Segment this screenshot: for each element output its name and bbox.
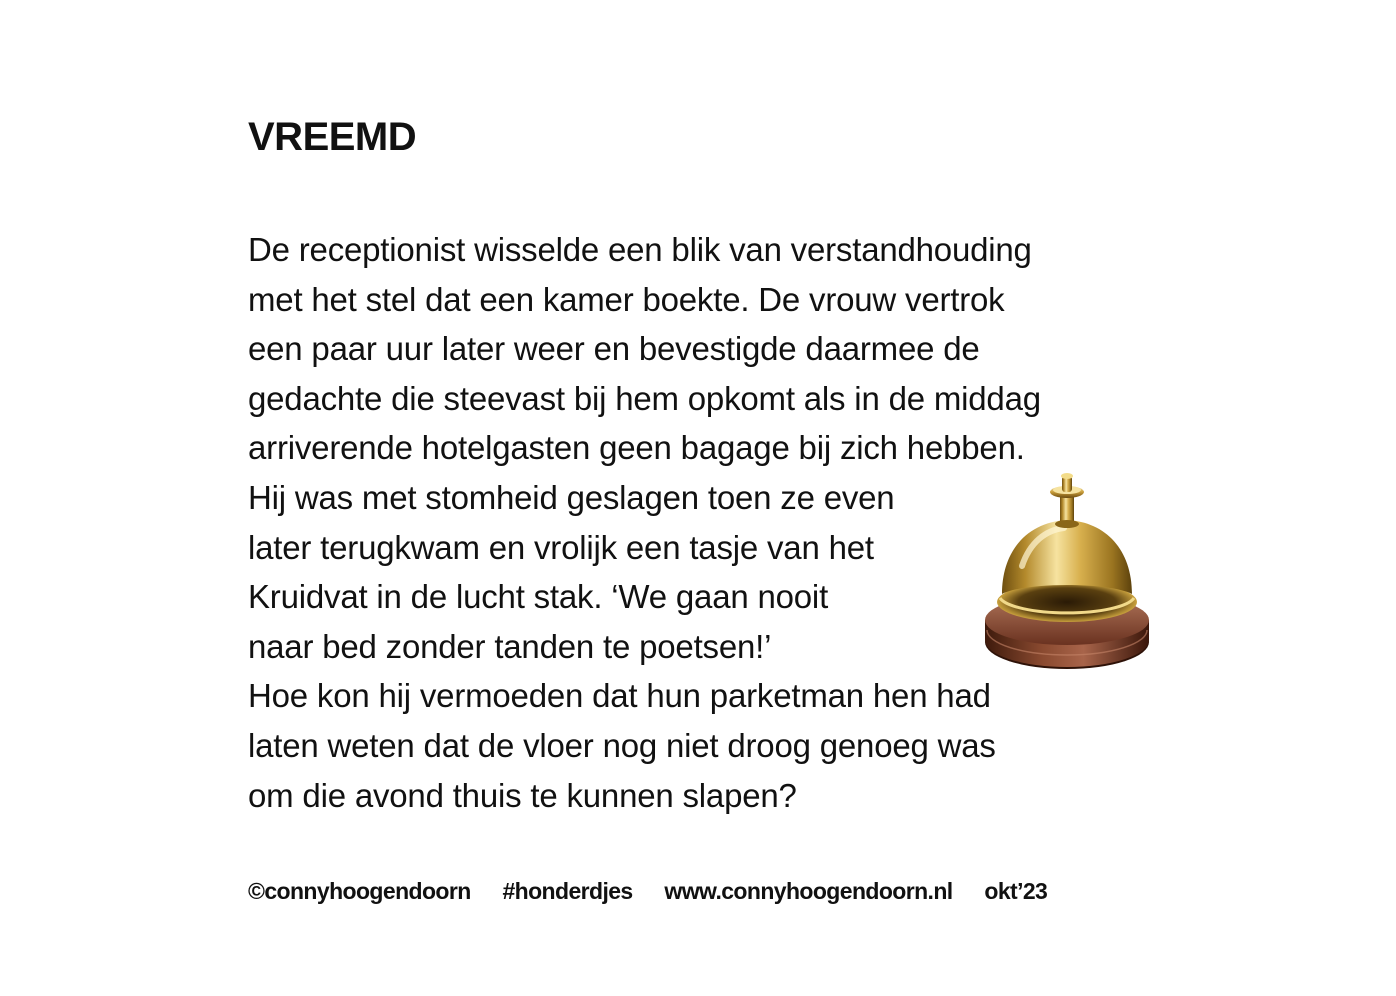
story-line: later terugkwam en vrolijk een tasje van het [248,528,874,566]
footer-website: www.connyhoogendoorn.nl [664,878,953,904]
reception-bell-icon [980,470,1155,675]
story-line: gedachte die steevast bij hem opkomt als in de middag [248,379,1041,417]
story-line: met het stel dat een kamer boekte. De vrouw vertrok [248,280,1005,318]
story-line: Hij was met stomheid geslagen toen ze even [248,478,895,516]
story-line: om die avond thuis te kunnen slapen? [248,776,797,814]
story-line: een paar uur later weer en bevestigde daarmee de [248,330,980,368]
story-line: Kruidvat in de lucht stak. ‘We gaan nooit [248,578,829,616]
story-title: VREEMD [248,115,417,159]
story-line: De receptionist wisselde een blik van verstandhouding [248,231,1032,268]
story-line: Hoe kon hij vermoeden dat hun parketman hen had [248,677,991,715]
story-line: laten weten dat de vloer nog niet droog genoeg was [248,726,996,764]
footer [248,876,1047,906]
footer-date: okt’23 [984,878,1048,904]
footer-copyright: ©connyhoogendoorn [248,878,471,904]
story-line: arriverende hotelgasten geen bagage bij zich hebben. [248,429,1025,467]
footer-hashtag: #honderdjes [502,878,633,904]
story-line: naar bed zonder tanden te poetsen!’ [248,627,772,665]
